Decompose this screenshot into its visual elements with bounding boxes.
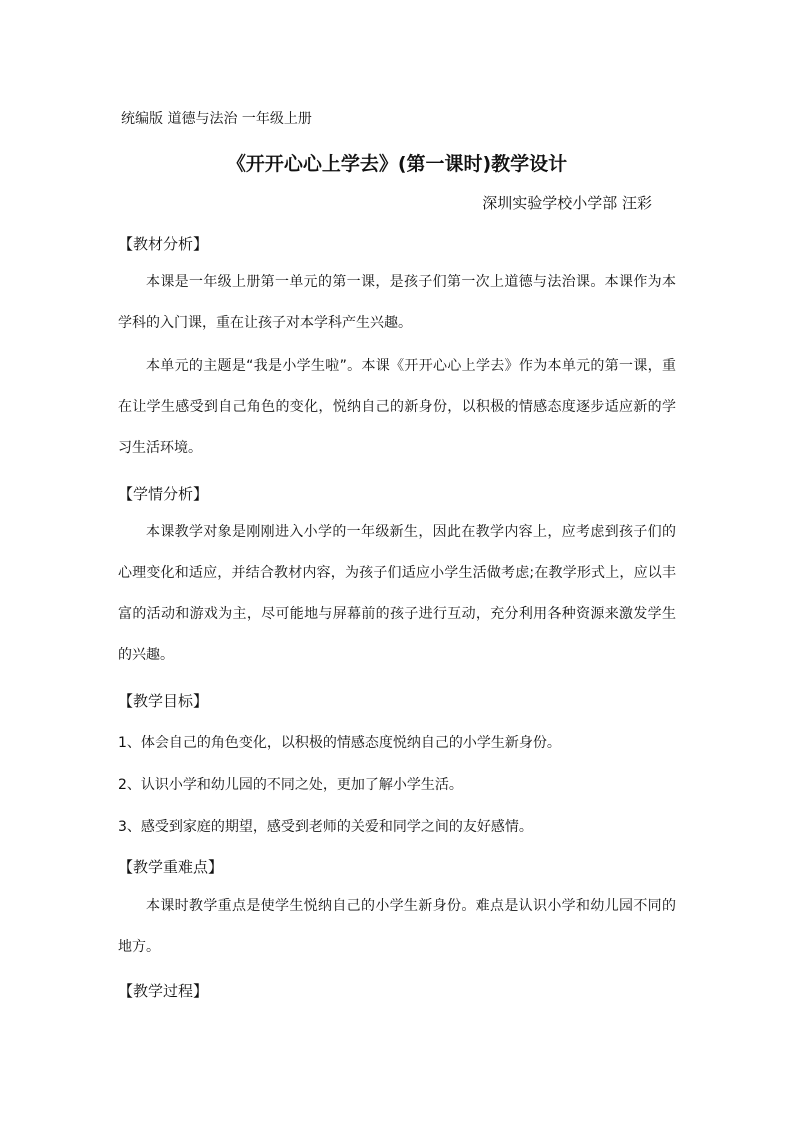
paragraph-key-points-1: 本课时教学重点是使学生悦纳自己的小学生新身份。难点是认识小学和幼儿园不同的地方。 bbox=[118, 898, 676, 955]
section-heading-textbook-analysis: 【教材分析】 bbox=[118, 235, 209, 253]
section-heading-process: 【教学过程】 bbox=[118, 982, 209, 1000]
edition-line: 统编版 道德与法治 一年级上册 bbox=[121, 111, 312, 127]
paragraph-textbook-2: 本单元的主题是“我是小学生啦”。本课《开开心心上学去》作为本单元的第一课，重在让学生感受到自己角色的变化，悦纳自己的新身份，以积极的情感态度逐步适应新的学习生活环境。 bbox=[118, 358, 676, 456]
section-heading-student-analysis: 【学情分析】 bbox=[118, 485, 209, 503]
goal-item-3: 3、感受到家庭的期望，感受到老师的关爱和同学之间的友好感情。 bbox=[118, 819, 533, 835]
document-title: 《开开心心上学去》(第一课时)教学设计 bbox=[226, 153, 568, 175]
paragraph-textbook-1: 本课是一年级上册第一单元的第一课，是孩子们第一次上道德与法治课。本课作为本学科的入门课，重在让孩子对本学科产生兴趣。 bbox=[118, 274, 676, 331]
section-heading-key-points: 【教学重难点】 bbox=[118, 858, 224, 876]
goal-item-1: 1、体会自己的角色变化，以积极的情感态度悦纳自己的小学生新身份。 bbox=[118, 735, 561, 751]
section-heading-goals: 【教学目标】 bbox=[118, 692, 209, 710]
author-line: 深圳实验学校小学部 汪彩 bbox=[482, 194, 652, 212]
paragraph-student-1: 本课教学对象是刚刚进入小学的一年级新生，因此在教学内容上，应考虑到孩子们的心理变化和适应，并结合教材内容，为孩子们适应小学生活做考虑;在教学形式上，应以丰富的活动和游戏为主，尽可能地与屏幕前的孩子进行互动，充分利用各种资源来激发学生的兴趣。 bbox=[118, 524, 676, 663]
goal-item-2: 2、认识小学和幼儿园的不同之处，更加了解小学生活。 bbox=[118, 777, 463, 793]
